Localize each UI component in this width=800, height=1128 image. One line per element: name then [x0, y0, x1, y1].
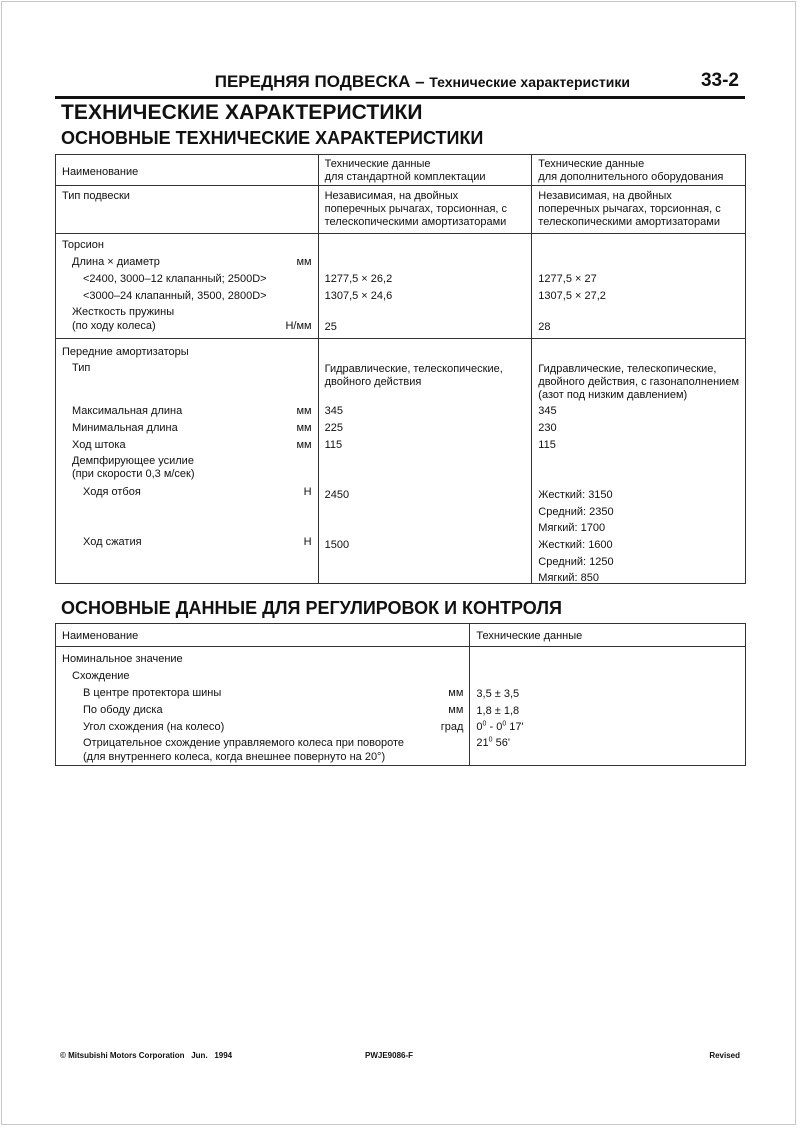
table-header-row — [56, 624, 746, 647]
unit: Н/мм — [285, 320, 312, 332]
row-label: Тип подвески — [62, 190, 130, 202]
table-row — [56, 647, 746, 766]
row-label: Угол схождения (на колесо) — [83, 721, 225, 733]
col-header-name: Наименование — [62, 630, 139, 642]
cell-value: 2450 — [324, 489, 350, 501]
cell-value — [476, 720, 523, 734]
cell-value: Мягкий: 1700 — [538, 522, 606, 534]
adjustment-table — [55, 623, 746, 766]
unit: Н — [303, 486, 312, 498]
cell-text: поперечных рычагах, торсионная, с — [538, 203, 721, 215]
col-header-std-2: для стандартной комплектации — [324, 171, 486, 183]
cell-value: Средний: 2350 — [538, 506, 614, 518]
table-row — [56, 339, 746, 584]
cell-value: 230 — [538, 422, 557, 434]
cell-value: Жесткий: 1600 — [538, 539, 613, 551]
cell-text: Гидравлические, телескопические, — [324, 363, 503, 375]
row-label: Максимальная длина — [72, 405, 183, 417]
row-label: (при скорости 0,3 м/сек) — [72, 468, 195, 480]
footer-code: PWJE9086-F — [365, 1051, 414, 1060]
row-label: (по ходу колеса) — [72, 320, 156, 332]
degree-sup: 0 — [502, 720, 507, 728]
row-label: Передние амортизаторы — [62, 346, 189, 358]
specs-table — [55, 154, 746, 584]
cell-value: 115 — [324, 439, 343, 451]
page-header — [55, 70, 745, 96]
row-label: Ходя отбоя — [83, 486, 141, 498]
cell-value: 1277,5 × 26,2 — [324, 273, 393, 285]
section-subtitle: Технические характеристики — [429, 74, 630, 90]
row-label: Ход штока — [72, 439, 126, 451]
value-part: 56' — [492, 737, 510, 749]
cell-text: (азот под низким давлением) — [538, 389, 688, 401]
table2-heading: ОСНОВНЫЕ ДАННЫЕ ДЛЯ РЕГУЛИРОВОК И КОНТРОЛЯ — [61, 598, 562, 618]
footer-status: Revised — [709, 1051, 740, 1060]
row-label: Минимальная длина — [72, 422, 178, 434]
unit: мм — [448, 704, 464, 716]
col-header-data: Технические данные — [476, 630, 583, 642]
table-header-row — [56, 155, 746, 186]
row-label: <3000–24 клапанный, 3500, 2800D> — [83, 290, 267, 302]
unit: мм — [296, 256, 312, 268]
unit: мм — [448, 687, 464, 699]
degree-sup: 0 — [488, 736, 493, 744]
row-label: Ход сжатия — [83, 536, 142, 548]
unit: град — [440, 721, 464, 733]
row-label: Отрицательное схождение управляемого колеса при повороте — [83, 737, 405, 749]
cell-value: 225 — [324, 422, 343, 434]
value-part: 17' — [506, 721, 524, 733]
value-part: 0 — [476, 721, 483, 733]
row-label: Схождение — [72, 670, 130, 682]
col-header-opt-2: для дополнительного оборудования — [538, 171, 724, 183]
section-name: ПЕРЕДНЯЯ ПОДВЕСКА – — [214, 72, 425, 91]
row-label: Номинальное значение — [62, 653, 183, 665]
degree-sup: 0 — [482, 720, 487, 728]
cell-value: 1,8 ± 1,8 — [476, 705, 520, 717]
cell-value: 1277,5 × 27 — [538, 273, 597, 285]
row-label: Демпфирующее усилие — [72, 455, 194, 467]
col-header-std: Технические данные — [324, 158, 431, 170]
row-label: По ободу диска — [83, 704, 163, 716]
cell-text: двойного действия — [324, 376, 422, 388]
cell-value: 1307,5 × 27,2 — [538, 290, 606, 302]
col-header-name: Наименование — [62, 166, 139, 178]
table-row — [56, 186, 746, 234]
cell-text: Гидравлические, телескопические, — [538, 363, 717, 375]
table-row — [56, 234, 746, 339]
col-header-opt: Технические данные — [538, 158, 645, 170]
cell-value: 345 — [538, 405, 557, 417]
cell-value: Мягкий: 850 — [538, 572, 599, 584]
unit: Н — [303, 536, 312, 548]
unit: мм — [296, 405, 312, 417]
cell-value: 28 — [538, 321, 551, 333]
value-part: 21 — [476, 737, 489, 749]
row-label: Торсион — [62, 239, 104, 251]
unit: мм — [296, 439, 312, 451]
row-label: Длина × диаметр — [72, 256, 160, 268]
cell-value: 1500 — [324, 539, 350, 551]
cell-value: 345 — [324, 405, 343, 417]
cell-text: поперечных рычагах, торсионная, с — [324, 203, 508, 215]
footer-copyright: © Mitsubishi Motors Corporation Jun. 1994 — [60, 1051, 233, 1060]
cell-text: телескопическими амортизаторами — [324, 216, 507, 228]
cell-value: 25 — [324, 321, 337, 333]
unit: мм — [296, 422, 312, 434]
row-label: <2400, 3000–12 клапанный; 2500D> — [83, 273, 267, 285]
cell-value — [476, 736, 510, 750]
section-title — [215, 72, 630, 92]
cell-value: Жесткий: 3150 — [538, 489, 613, 501]
page-number: 33-2 — [700, 70, 739, 91]
row-label: Жесткость пружины — [72, 306, 175, 318]
cell-value: 3,5 ± 3,5 — [476, 688, 520, 700]
row-label: (для внутреннего колеса, когда внешнее повернуто на 20°) — [83, 751, 386, 763]
value-part: - 0 — [486, 721, 503, 733]
cell-text: телескопическими амортизаторами — [538, 216, 720, 228]
row-label: В центре протектора шины — [83, 687, 222, 699]
cell-text: двойного действия, с газонаполнением — [538, 376, 740, 388]
row-label: Тип — [72, 362, 91, 374]
cell-text: Независимая, на двойных — [324, 190, 459, 202]
cell-value: 1307,5 × 24,6 — [324, 290, 393, 302]
page-title: ТЕХНИЧЕСКИЕ ХАРАКТЕРИСТИКИ — [61, 101, 423, 124]
header-rule — [55, 96, 745, 99]
cell-text: Независимая, на двойных — [538, 190, 672, 202]
table1-heading: ОСНОВНЫЕ ТЕХНИЧЕСКИЕ ХАРАКТЕРИСТИКИ — [61, 128, 484, 148]
cell-value: 115 — [538, 439, 556, 451]
cell-value: Средний: 1250 — [538, 556, 614, 568]
